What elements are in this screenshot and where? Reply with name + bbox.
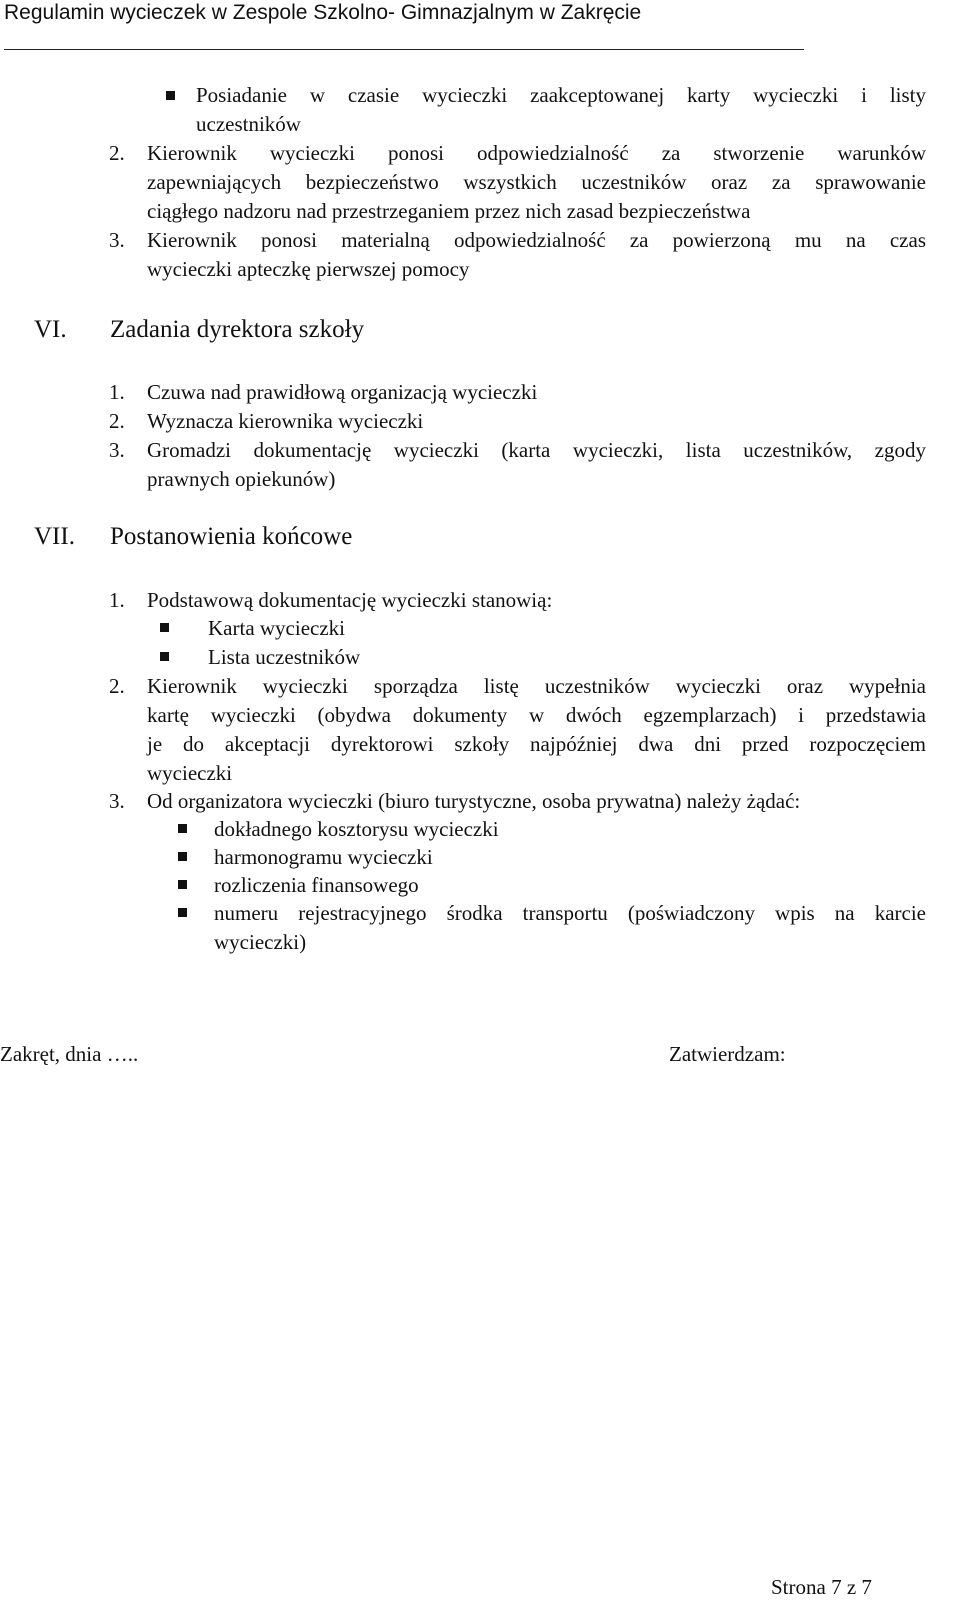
section-heading: Postanowienia końcowe — [110, 523, 353, 550]
list-number: 3. — [109, 438, 125, 462]
list-item: Od organizatora wycieczki (biuro turystyczne, osoba prywatna) należy żądać: — [147, 789, 801, 813]
list-item: Kierownik wycieczki sporządza listę uczestników wycieczki oraz wypełnia — [147, 674, 926, 698]
list-item-continued: kartę wycieczki (obydwa dokumenty w dwóch egzemplarzach) i przedstawia — [147, 703, 926, 727]
sub-list-item-continued: wycieczki) — [214, 930, 307, 954]
sub-list-item: Lista uczestników — [208, 645, 361, 669]
list-number: 1. — [109, 588, 125, 612]
list-number: 1. — [109, 380, 125, 404]
place-date: Zakręt, dnia ….. — [0, 1042, 139, 1066]
list-item: Posiadanie w czasie wycieczki zaakceptowanej karty wycieczki i listy — [196, 83, 926, 107]
list-number: 2. — [109, 409, 125, 433]
document-title: Regulamin wycieczek w Zespole Szkolno- Gimnazjalnym w Zakręcie — [4, 1, 642, 24]
sub-list-item: Karta wycieczki — [208, 616, 346, 640]
list-item-continued: uczestników — [196, 112, 301, 136]
list-number: 2. — [109, 674, 125, 698]
list-item-continued: ciągłego nadzoru nad przestrzeganiem przez nich zasad bezpieczeństwa — [147, 199, 751, 223]
list-item-continued: wycieczki — [147, 761, 233, 785]
section-numeral: VI. — [34, 316, 67, 343]
sub-list-item: dokładnego kosztorysu wycieczki — [214, 817, 499, 841]
list-item: Podstawową dokumentację wycieczki stanowią: — [147, 588, 553, 612]
header-divider — [4, 49, 804, 50]
section-heading: Zadania dyrektora szkoły — [110, 316, 365, 343]
square-bullet-icon — [178, 908, 187, 917]
list-item: Wyznacza kierownika wycieczki — [147, 409, 424, 433]
square-bullet-icon — [160, 623, 169, 632]
sub-list-item: harmonogramu wycieczki — [214, 845, 433, 869]
list-item-continued: wycieczki apteczkę pierwszej pomocy — [147, 257, 470, 281]
list-item: Gromadzi dokumentację wycieczki (karta wycieczki, lista uczestników, zgody — [147, 438, 926, 462]
list-number: 3. — [109, 789, 125, 813]
square-bullet-icon — [166, 91, 175, 100]
list-item-continued: zapewniających bezpieczeństwo wszystkich uczestników oraz za sprawowanie — [147, 170, 926, 194]
square-bullet-icon — [178, 824, 187, 833]
square-bullet-icon — [178, 852, 187, 861]
square-bullet-icon — [160, 652, 169, 661]
square-bullet-icon — [178, 880, 187, 889]
page-number: Strona 7 z 7 — [771, 1575, 872, 1599]
section-numeral: VII. — [34, 523, 75, 550]
list-item: Kierownik wycieczki ponosi odpowiedzialność za stworzenie warunków — [147, 141, 926, 165]
list-item-continued: je do akceptacji dyrektorowi szkoły najpóźniej dwa dni przed rozpoczęciem — [147, 732, 926, 756]
list-item: Kierownik ponosi materialną odpowiedzialność za powierzoną mu na czas — [147, 228, 926, 252]
list-item-continued: prawnych opiekunów) — [147, 467, 336, 491]
sub-list-item: rozliczenia finansowego — [214, 873, 419, 897]
list-number: 3. — [109, 228, 125, 252]
approval-label: Zatwierdzam: — [669, 1042, 786, 1066]
list-item: Czuwa nad prawidłową organizacją wycieczki — [147, 380, 538, 404]
list-number: 2. — [109, 141, 125, 165]
sub-list-item: numeru rejestracyjnego środka transportu (poświadczony wpis na karcie — [214, 901, 926, 925]
